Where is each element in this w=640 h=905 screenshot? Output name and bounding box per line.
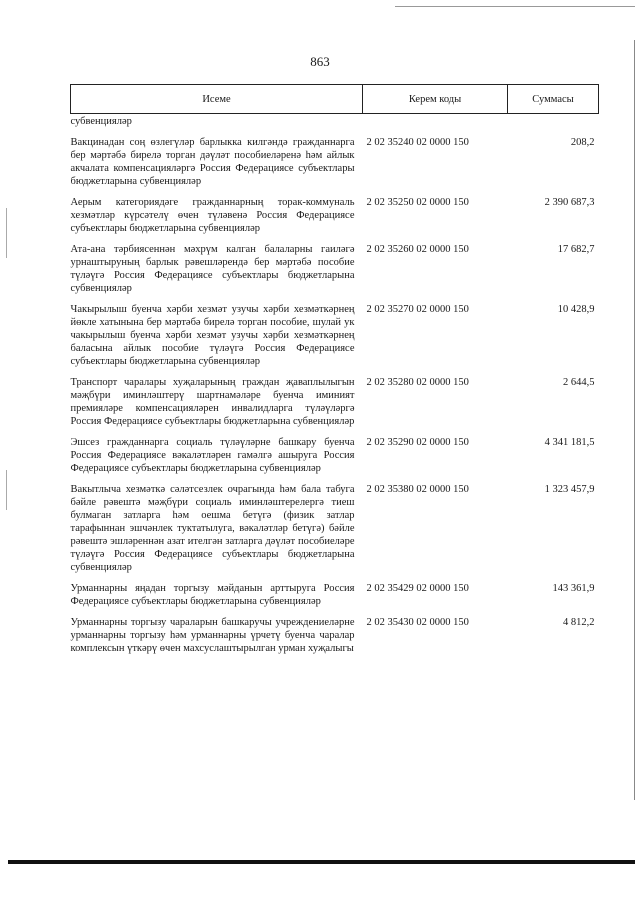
table-header-row (71, 85, 599, 114)
row-code: 2 02 35260 02 0000 150 (366, 244, 469, 255)
budget-table (70, 84, 599, 655)
row-sum: 2 644,5 (563, 377, 595, 388)
row-sum: 143 361,9 (552, 583, 595, 594)
row-name: Урманнарны торгызу чараларын башкаручы учреждениеләрне урманнарны торгызу һәм урманнарны үрчетү буенча чаралар комплексын үткәрү өчен махсуслаштырылган урман хуҗалыгы (70, 617, 355, 654)
scan-edge-mark (6, 470, 7, 510)
column-header-sum: Суммасы (508, 85, 599, 114)
row-sum: 10 428,9 (557, 304, 595, 315)
row-name: Чакырылыш буенча хәрби хезмәт узучы хәрби хезмәткәрнең йөкле хатынына бер мәртәбә бирелә торган пособие, шулай ук чакырылыш буенча хәрби хезмәт узучы хәрби хезмәткәрнең баласына айлык пособие түләүгә Россия Федерациясе субъектлары бюджетларына субвенцияләр (70, 304, 355, 367)
column-header-code: Керем коды (363, 85, 508, 114)
row-code: 2 02 35250 02 0000 150 (366, 197, 469, 208)
page-number: 863 (310, 54, 330, 69)
row-name: Вакцинадан соң өзлегүләр барлыкка килгәндә гражданнарга бер мәртәбә бирелә торган дәүләт пособиеләренә һәм айлык акчалата компенсацияләргә Россия Федерациясе субъектлары бюджетларына субвенцияләр (70, 137, 355, 187)
row-code: 2 02 35240 02 0000 150 (366, 137, 469, 148)
table-row (71, 608, 599, 655)
row-code: 2 02 35430 02 0000 150 (366, 617, 469, 628)
scan-edge-mark (6, 208, 7, 258)
row-sum: 4 812,2 (563, 617, 595, 628)
table-row (71, 428, 599, 475)
row-name: Аерым категориядәге гражданнарның торак-коммуналь хезмәтләр күрсәтелү өчен түләвенә Россия Федерациясе субъектлары бюджетларына субвенцияләр (70, 197, 355, 234)
table-row (71, 128, 599, 188)
table-row (71, 188, 599, 235)
row-name: субвенцияләр (70, 116, 132, 127)
continuation-row (71, 114, 599, 129)
row-sum: 208,2 (570, 137, 595, 148)
row-code: 2 02 35429 02 0000 150 (366, 583, 469, 594)
scan-bottom-bar (8, 860, 635, 864)
row-name: Эшсез гражданнарга социаль түләүләрне башкару буенча Россия Федерациясе вәкаләтләрен гамәлгә ашыруга Россия Федерациясе субъектлары бюджетларына субвенцияләр (70, 437, 355, 474)
row-code: 2 02 35380 02 0000 150 (366, 484, 469, 495)
row-code: 2 02 35290 02 0000 150 (366, 437, 469, 448)
row-sum: 1 323 457,9 (544, 484, 595, 495)
table-row (71, 295, 599, 368)
table-row (71, 235, 599, 295)
row-code: 2 02 35280 02 0000 150 (366, 377, 469, 388)
row-code: 2 02 35270 02 0000 150 (366, 304, 469, 315)
row-sum: 17 682,7 (557, 244, 595, 255)
table-row (71, 475, 599, 574)
column-header-name: Исеме (71, 85, 363, 114)
row-name: Вакытлыча хезмәткә сәләтсезлек очрагында һәм бала табуга бәйле рәвештә мәҗбүри социаль иминләштерелергә тиеш булмаган затларга һәм оешма бетүгә (физик затлар тарафыннан эшчәнлек туктатылуга, вәкаләтләр бетүгә) бәйле рәвештә эшләреннән азат ителгән затларга дәүләт пособиеләре түләүгә Россия Федерациясе субъектлары бюджетларына субвенцияләр (70, 484, 355, 573)
scan-edge-mark (634, 40, 635, 800)
scan-edge-mark (395, 6, 635, 7)
row-name: Ата-ана тәрбиясеннән мәхрүм калган балаларны гаиләгә урнаштыруның барлык рәвешләрендә бер мәртәбә пособие түләүгә Россия Федерациясе субъектлары бюджетларына субвенцияләр (70, 244, 355, 294)
row-sum: 4 341 181,5 (544, 437, 595, 448)
table-row (71, 574, 599, 608)
row-name: Урманнарны яңадан торгызу мәйданын арттыруга Россия Федерациясе субъектлары бюджетларына субвенцияләр (70, 583, 355, 607)
row-name: Транспорт чаралары хуҗаларының граждан җаваплылыгын мәҗбүри иминләштерү шартнамәләре буенча иминият премияләре компенсацияләрен инвалидларга түләүләргә Россия Федерациясе субъектлары бюджетларына субвенцияләр (70, 377, 355, 427)
table-row (71, 368, 599, 428)
row-sum: 2 390 687,3 (544, 197, 595, 208)
